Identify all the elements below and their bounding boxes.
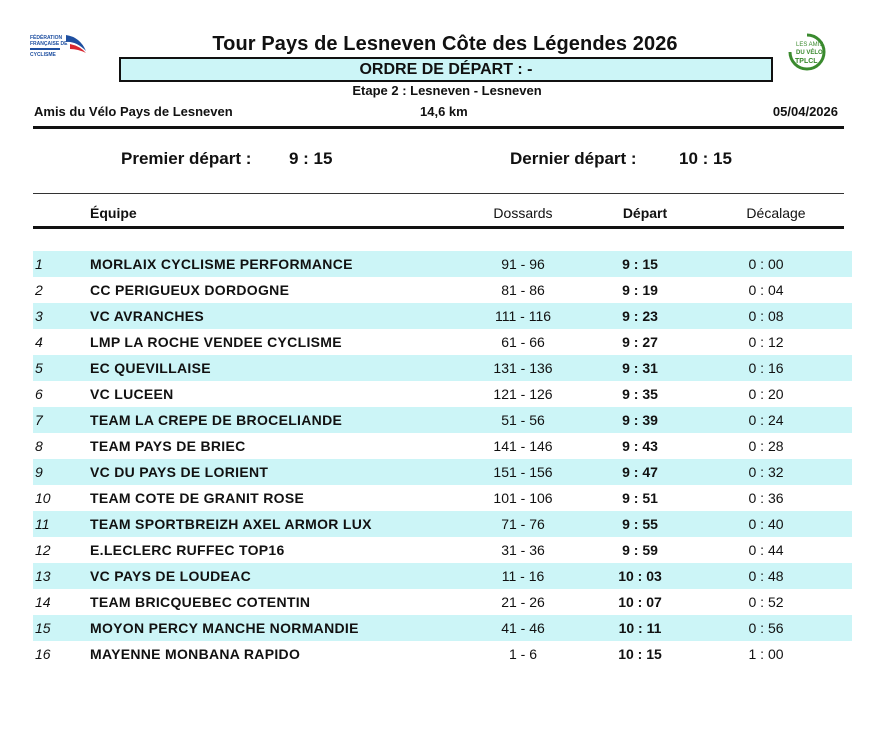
first-start-time: 9 : 15 bbox=[289, 149, 333, 168]
start-time: 10 : 11 bbox=[618, 620, 662, 636]
table-row bbox=[33, 563, 852, 589]
table-row bbox=[33, 303, 852, 329]
bib-range: 141 - 146 bbox=[493, 438, 553, 454]
bib-range: 111 - 116 bbox=[494, 308, 552, 324]
organizer: Amis du Vélo Pays de Lesneven bbox=[34, 104, 233, 119]
start-time: 9 : 51 bbox=[622, 490, 658, 506]
time-gap: 0 : 32 bbox=[748, 464, 784, 480]
time-gap: 0 : 48 bbox=[748, 568, 784, 584]
table-row bbox=[33, 459, 852, 485]
column-header-bibs: Dossards bbox=[493, 205, 553, 221]
start-time: 10 : 15 bbox=[618, 646, 662, 662]
row-number: 4 bbox=[35, 334, 43, 350]
start-time: 9 : 43 bbox=[622, 438, 658, 454]
start-time: 9 : 39 bbox=[622, 412, 658, 428]
table-row bbox=[33, 589, 852, 615]
time-gap: 0 : 36 bbox=[748, 490, 784, 506]
time-gap: 0 : 56 bbox=[748, 620, 784, 636]
table-row bbox=[33, 329, 852, 355]
time-gap: 0 : 00 bbox=[748, 256, 784, 272]
row-number: 15 bbox=[35, 620, 51, 636]
time-gap: 0 : 12 bbox=[748, 334, 784, 350]
row-number: 6 bbox=[35, 386, 43, 402]
column-header-start: Départ bbox=[622, 205, 668, 221]
time-gap: 0 : 52 bbox=[748, 594, 784, 610]
last-start-time: 10 : 15 bbox=[679, 149, 732, 168]
bib-range: 21 - 26 bbox=[501, 594, 545, 610]
last-start-label: Dernier départ : bbox=[510, 149, 637, 168]
start-time: 9 : 27 bbox=[622, 334, 658, 350]
table-row bbox=[33, 433, 852, 459]
column-header-team: Équipe bbox=[90, 205, 137, 221]
start-time: 9 : 19 bbox=[622, 282, 658, 298]
row-number: 14 bbox=[35, 594, 51, 610]
team-name: VC PAYS DE LOUDEAC bbox=[90, 568, 251, 584]
row-number: 9 bbox=[35, 464, 43, 480]
team-name: TEAM LA CREPE DE BROCELIANDE bbox=[90, 412, 343, 428]
start-time: 9 : 55 bbox=[622, 516, 658, 532]
bib-range: 41 - 46 bbox=[501, 620, 545, 636]
time-gap: 0 : 16 bbox=[748, 360, 784, 376]
order-title: ORDRE DE DÉPART : - bbox=[119, 57, 773, 82]
table-row bbox=[33, 537, 852, 563]
start-time: 10 : 03 bbox=[618, 568, 662, 584]
row-number: 13 bbox=[35, 568, 51, 584]
race-date: 05/04/2026 bbox=[772, 104, 838, 119]
team-name: EC QUEVILLAISE bbox=[90, 360, 211, 376]
stage-label: Etape 2 : Lesneven - Lesneven bbox=[352, 83, 542, 98]
bib-range: 61 - 66 bbox=[501, 334, 545, 350]
time-gap: 0 : 20 bbox=[748, 386, 784, 402]
team-name: MOYON PERCY MANCHE NORMANDIE bbox=[90, 620, 359, 636]
bib-range: 121 - 126 bbox=[493, 386, 553, 402]
table-row bbox=[33, 355, 852, 381]
team-name: LMP LA ROCHE VENDEE CYCLISME bbox=[90, 334, 342, 350]
ffc-logo-line1: FÉDÉRATION bbox=[30, 35, 63, 41]
team-name: TEAM BRICQUEBEC COTENTIN bbox=[90, 594, 311, 610]
bib-range: 101 - 106 bbox=[493, 490, 553, 506]
row-number: 3 bbox=[35, 308, 43, 324]
table-row bbox=[33, 511, 852, 537]
team-name: TEAM COTE DE GRANIT ROSE bbox=[90, 490, 305, 506]
team-name: MORLAIX CYCLISME PERFORMANCE bbox=[90, 256, 353, 272]
table-row bbox=[33, 381, 852, 407]
club-logo-line1: LES AMIS bbox=[796, 42, 824, 48]
team-name: TEAM PAYS DE BRIEC bbox=[90, 438, 246, 454]
time-gap: 0 : 04 bbox=[748, 282, 784, 298]
header-divider bbox=[33, 126, 844, 129]
column-header-bottom-rule bbox=[33, 226, 844, 229]
time-gap: 0 : 08 bbox=[748, 308, 784, 324]
table-row bbox=[33, 407, 852, 433]
row-number: 5 bbox=[35, 360, 43, 376]
club-logo bbox=[784, 30, 830, 74]
table-row bbox=[33, 615, 852, 641]
team-name: CC PERIGUEUX DORDOGNE bbox=[90, 282, 290, 298]
row-number: 7 bbox=[35, 412, 43, 428]
first-start-label: Premier départ : bbox=[121, 149, 252, 168]
row-number: 16 bbox=[35, 646, 51, 662]
team-name: VC AVRANCHES bbox=[90, 308, 205, 324]
club-logo-line2: DU VÉLO bbox=[796, 50, 823, 56]
ffc-logo-line2: FRANÇAISE DE bbox=[30, 41, 68, 47]
team-name: MAYENNE MONBANA RAPIDO bbox=[90, 646, 301, 662]
bib-range: 1 - 6 bbox=[508, 646, 537, 662]
time-gap: 0 : 28 bbox=[748, 438, 784, 454]
row-number: 1 bbox=[35, 256, 43, 272]
row-number: 11 bbox=[35, 516, 50, 532]
bib-range: 11 - 16 bbox=[501, 568, 545, 584]
bib-range: 151 - 156 bbox=[493, 464, 553, 480]
start-time: 9 : 23 bbox=[622, 308, 658, 324]
table-row bbox=[33, 485, 852, 511]
race-title: Tour Pays de Lesneven Côte des Légendes 2026 bbox=[212, 33, 678, 55]
bib-range: 71 - 76 bbox=[501, 516, 545, 532]
row-number: 2 bbox=[35, 282, 43, 298]
start-time: 9 : 35 bbox=[622, 386, 658, 402]
column-header-gap: Décalage bbox=[746, 205, 806, 221]
bib-range: 81 - 86 bbox=[501, 282, 545, 298]
start-time: 9 : 47 bbox=[622, 464, 658, 480]
start-time: 9 : 59 bbox=[622, 542, 658, 558]
table-row bbox=[33, 251, 852, 277]
ffc-logo-line3: CYCLISME bbox=[30, 52, 56, 57]
start-time: 9 : 15 bbox=[622, 256, 658, 272]
distance: 14,6 km bbox=[420, 104, 468, 119]
team-name: E.LECLERC RUFFEC TOP16 bbox=[90, 542, 285, 558]
bib-range: 31 - 36 bbox=[501, 542, 545, 558]
time-gap: 0 : 40 bbox=[748, 516, 784, 532]
club-logo-line3: TPLCL bbox=[795, 58, 818, 65]
row-number: 8 bbox=[35, 438, 43, 454]
team-name: VC LUCEEN bbox=[90, 386, 174, 402]
time-gap: 0 : 44 bbox=[748, 542, 784, 558]
team-name: TEAM SPORTBREIZH AXEL ARMOR LUX bbox=[90, 516, 372, 532]
team-name: VC DU PAYS DE LORIENT bbox=[90, 464, 269, 480]
bib-range: 131 - 136 bbox=[493, 360, 553, 376]
time-gap: 0 : 24 bbox=[748, 412, 784, 428]
row-number: 12 bbox=[35, 542, 51, 558]
start-time: 10 : 07 bbox=[618, 594, 662, 610]
bib-range: 51 - 56 bbox=[501, 412, 545, 428]
row-number: 10 bbox=[35, 490, 51, 506]
bib-range: 91 - 96 bbox=[501, 256, 545, 272]
ffc-logo bbox=[30, 31, 88, 57]
time-gap: 1 : 00 bbox=[748, 646, 784, 662]
column-header-top-rule bbox=[33, 193, 844, 194]
table-row bbox=[33, 641, 852, 667]
start-time: 9 : 31 bbox=[622, 360, 658, 376]
table-row bbox=[33, 277, 852, 303]
